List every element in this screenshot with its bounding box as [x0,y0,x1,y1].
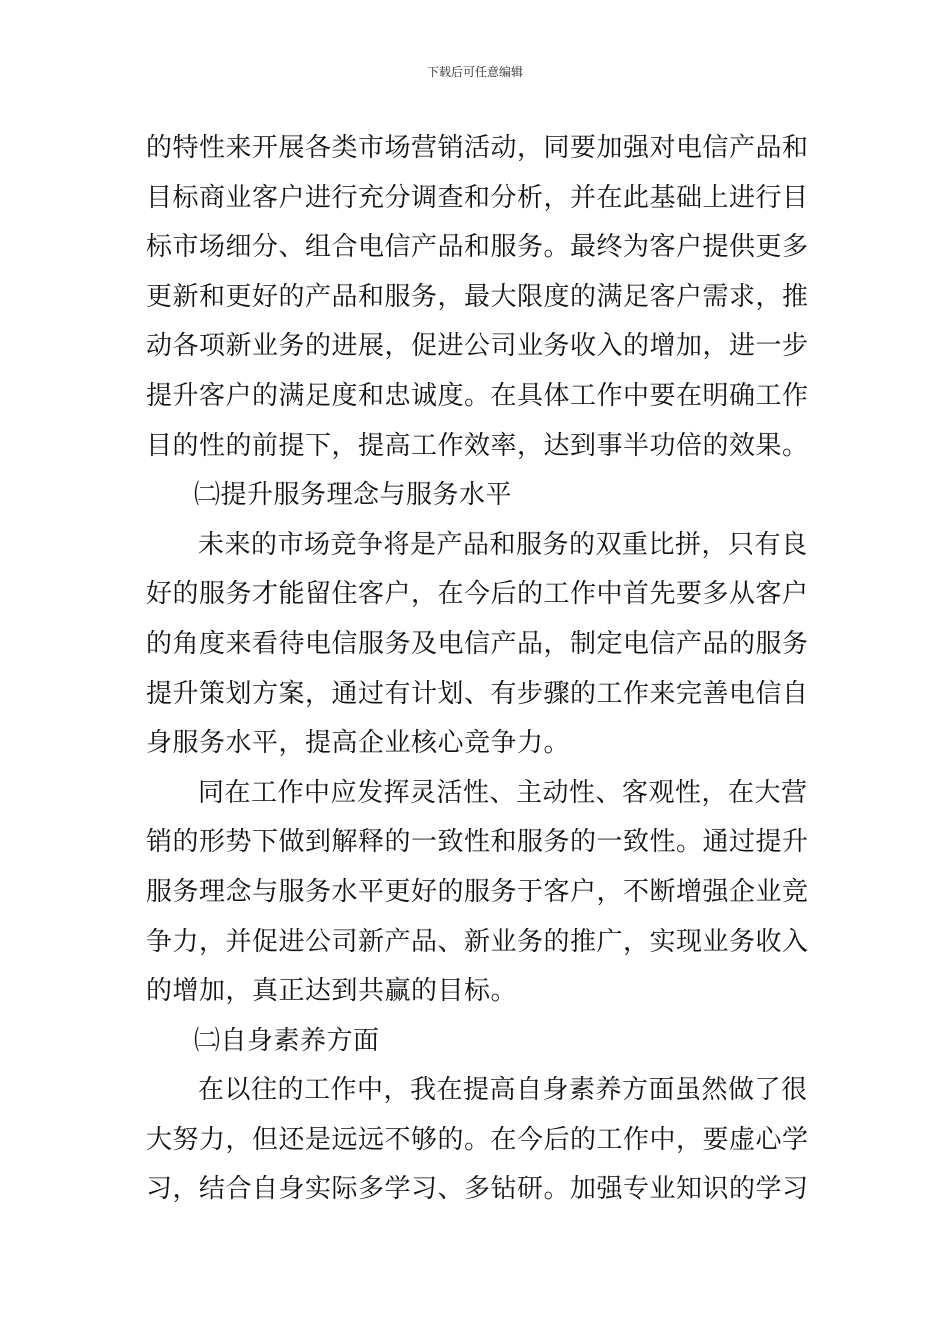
text-line: 服务理念与服务水平更好的服务于客户，不断增强企业竞 [146,876,809,907]
text-line: 动各项新业务的进展，促进公司业务收入的增加，进一步 [146,331,809,362]
text-line: 标市场细分、组合电信产品和服务。最终为客户提供更多 [146,232,809,263]
section-heading: ㈡提升服务理念与服务水平 [194,480,513,511]
text-line: 目标商业客户进行充分调查和分析，并在此基础上进行目 [146,182,809,213]
text-line: 的角度来看待电信服务及电信产品，制定电信产品的服务 [146,628,809,659]
text-line: 大努力，但还是远远不够的。在今后的工作中，要虚心学 [146,1124,809,1155]
text-line: 销的形势下做到解释的一致性和服务的一致性。通过提升 [146,827,809,858]
text-line: 身服务水平，提高企业核心竞争力。 [146,728,571,759]
text-line: 争力，并促进公司新产品、新业务的推广，实现业务收入 [146,926,809,957]
document-body [146,124,808,1215]
text-line: 目的性的前提下，提高工作效率，达到事半功倍的效果。 [146,430,809,461]
text-line: 的特性来开展各类市场营销活动，同要加强对电信产品和 [146,133,809,163]
paragraph-first-line: 在以往的工作中，我在提高自身素养方面虽然做了很 [198,1075,808,1106]
text-line: 提升客户的满足度和忠诚度。在具体工作中要在明确工作 [146,380,809,411]
page-header-note: 下载后可任意编辑 [426,65,523,79]
text-line: 的增加，真正达到共赢的目标。 [146,976,518,1007]
text-line: 更新和更好的产品和服务，最大限度的满足客户需求，推 [146,281,809,312]
paragraph-first-line: 未来的市场竞争将是产品和服务的双重比拼，只有良 [198,529,808,560]
text-line: 提升策划方案，通过有计划、有步骤的工作来完善电信自 [146,678,809,709]
text-line: 习，结合自身实际多学习、多钻研。加强专业知识的学习 [146,1174,809,1205]
paragraph-first-line: 同在工作中应发挥灵活性、主动性、客观性，在大营 [198,777,808,808]
text-line: 好的服务才能留住客户，在今后的工作中首先要多从客户 [146,579,809,610]
section-heading: ㈡自身素养方面 [194,1025,380,1056]
